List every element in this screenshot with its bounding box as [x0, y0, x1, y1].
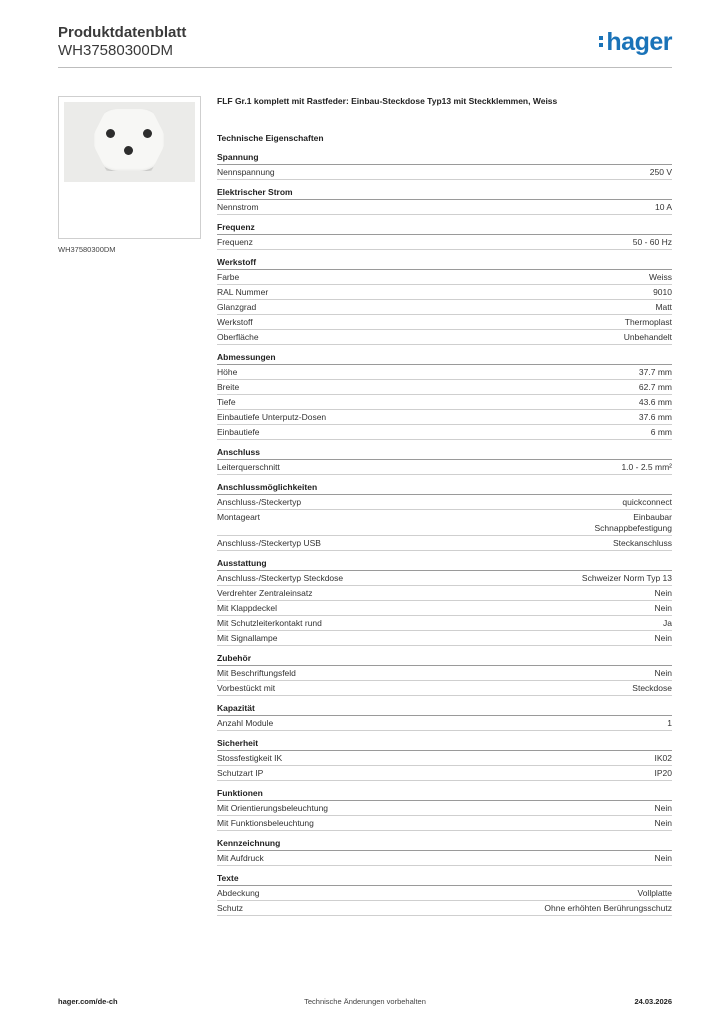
socket-hole-left — [106, 129, 115, 138]
spec-value: quickconnect — [622, 497, 672, 507]
spec-group — [217, 703, 672, 731]
spec-label: Leiterquerschnitt — [217, 462, 280, 472]
spec-value: Nein — [654, 633, 672, 643]
spec-value: Unbehandelt — [623, 332, 672, 342]
spec-value: Nein — [654, 603, 672, 613]
spec-group-title: Texte — [217, 873, 672, 886]
spec-group-title: Spannung — [217, 152, 672, 165]
spec-group-title: Sicherheit — [217, 738, 672, 751]
product-image — [58, 96, 201, 239]
spec-row — [217, 235, 672, 250]
spec-group-title: Werkstoff — [217, 257, 672, 270]
spec-group — [217, 653, 672, 696]
spec-label: Mit Funktionsbeleuchtung — [217, 818, 314, 828]
spec-row — [217, 901, 672, 916]
spec-value: 1.0 - 2.5 mm² — [621, 462, 672, 472]
spec-value: Nein — [654, 853, 672, 863]
spec-label: Mit Klappdeckel — [217, 603, 278, 613]
spec-group — [217, 482, 672, 551]
spec-label: Nennstrom — [217, 202, 259, 212]
spec-content — [217, 96, 672, 923]
spec-group — [217, 447, 672, 475]
document-title: Produktdatenblatt — [58, 24, 187, 41]
spec-label: Abdeckung — [217, 888, 260, 898]
spec-value: 37.6 mm — [638, 412, 672, 422]
section-title: Technische Eigenschaften — [217, 133, 324, 143]
spec-value: Ohne erhöhten Berührungsschutz — [544, 903, 672, 913]
hager-logo — [599, 29, 672, 55]
spec-value: 62.7 mm — [638, 382, 672, 392]
spec-row — [217, 801, 672, 816]
spec-value: Steckanschluss — [612, 538, 672, 548]
page-header — [58, 24, 672, 60]
spec-row — [217, 571, 672, 586]
spec-row — [217, 270, 672, 285]
spec-label: Frequenz — [217, 237, 253, 247]
spec-label: Farbe — [217, 272, 240, 282]
spec-groups — [217, 152, 672, 916]
spec-label: Einbautiefe Unterputz-Dosen — [217, 412, 327, 422]
spec-label: Glanzgrad — [217, 302, 257, 312]
footer-website-link[interactable]: hager.com/de-ch — [58, 997, 118, 1006]
spec-label: Nennspannung — [217, 167, 275, 177]
spec-group-title: Anschlussmöglichkeiten — [217, 482, 672, 495]
spec-label: Anschluss-/Steckertyp Steckdose — [217, 573, 344, 583]
logo-colon-icon — [599, 33, 603, 50]
spec-row — [217, 330, 672, 345]
spec-group — [217, 187, 672, 215]
spec-group — [217, 352, 672, 440]
spec-group-title: Ausstattung — [217, 558, 672, 571]
spec-group-title: Kennzeichnung — [217, 838, 672, 851]
spec-group-title: Zubehör — [217, 653, 672, 666]
spec-row — [217, 616, 672, 631]
spec-label: Höhe — [217, 367, 238, 377]
spec-row — [217, 410, 672, 425]
spec-row — [217, 816, 672, 831]
product-photo-background — [64, 102, 195, 182]
spec-label: Stossfestigkeit IK — [217, 753, 283, 763]
spec-value: 10 A — [654, 202, 672, 212]
spec-group-title: Funktionen — [217, 788, 672, 801]
spec-row — [217, 365, 672, 380]
spec-row — [217, 200, 672, 215]
spec-row — [217, 681, 672, 696]
spec-row — [217, 300, 672, 315]
spec-row — [217, 165, 672, 180]
spec-row — [217, 766, 672, 781]
spec-row — [217, 601, 672, 616]
spec-label: Mit Beschriftungsfeld — [217, 668, 296, 678]
socket-hole-right — [143, 129, 152, 138]
product-code: WH37580300DM — [58, 42, 174, 59]
header-divider — [58, 67, 672, 68]
spec-group-title: Elektrischer Strom — [217, 187, 672, 200]
spec-row — [217, 510, 672, 536]
spec-label: RAL Nummer — [217, 287, 269, 297]
spec-label: Montageart — [217, 512, 260, 522]
spec-row — [217, 425, 672, 440]
spec-label: Anschluss-/Steckertyp — [217, 497, 302, 507]
spec-label: Vorbestückt mit — [217, 683, 276, 693]
spec-value: Vollplatte — [637, 888, 672, 898]
spec-row — [217, 751, 672, 766]
spec-value: 37.7 mm — [638, 367, 672, 377]
spec-label: Mit Signallampe — [217, 633, 278, 643]
spec-group — [217, 257, 672, 345]
product-description: FLF Gr.1 komplett mit Rastfeder: Einbau-Steckdose Typ13 mit Steckklemmen, Weiss — [217, 96, 558, 106]
spec-group — [217, 558, 672, 646]
spec-row — [217, 460, 672, 475]
spec-value: Thermoplast — [624, 317, 672, 327]
spec-label: Schutzart IP — [217, 768, 264, 778]
spec-label: Werkstoff — [217, 317, 253, 327]
spec-group-title: Abmessungen — [217, 352, 672, 365]
spec-group-title: Anschluss — [217, 447, 672, 460]
spec-value: Einbaubar Schnappbefestigung — [594, 512, 672, 533]
spec-row — [217, 586, 672, 601]
spec-label: Einbautiefe — [217, 427, 260, 437]
spec-value: Nein — [654, 588, 672, 598]
spec-group — [217, 152, 672, 180]
spec-label: Mit Aufdruck — [217, 853, 264, 863]
spec-label: Verdrehter Zentraleinsatz — [217, 588, 313, 598]
spec-label: Mit Orientierungsbeleuchtung — [217, 803, 329, 813]
spec-value: Ja — [663, 618, 672, 628]
spec-value: Steckdose — [632, 683, 672, 693]
spec-row — [217, 285, 672, 300]
spec-label: Breite — [217, 382, 240, 392]
spec-value: 250 V — [649, 167, 672, 177]
spec-value: IK02 — [654, 753, 672, 763]
spec-row — [217, 851, 672, 866]
spec-value: Nein — [654, 803, 672, 813]
spec-row — [217, 380, 672, 395]
spec-group — [217, 738, 672, 781]
spec-value: IP20 — [654, 768, 672, 778]
spec-label: Anschluss-/Steckertyp USB — [217, 538, 321, 548]
image-caption: WH37580300DM — [58, 245, 116, 254]
spec-row — [217, 395, 672, 410]
logo-text: hager — [606, 28, 672, 56]
spec-value: Matt — [655, 302, 672, 312]
spec-value: Nein — [654, 668, 672, 678]
spec-group — [217, 873, 672, 916]
spec-value: 6 mm — [650, 427, 672, 437]
spec-group — [217, 222, 672, 250]
spec-label: Oberfläche — [217, 332, 259, 342]
spec-value: Schweizer Norm Typ 13 — [581, 573, 672, 583]
spec-label: Mit Schutzleiterkontakt rund — [217, 618, 322, 628]
spec-label: Schutz — [217, 903, 243, 913]
spec-value: 9010 — [653, 287, 672, 297]
spec-row — [217, 495, 672, 510]
footer-date: 24.03.2026 — [634, 997, 672, 1006]
spec-row — [217, 315, 672, 330]
spec-group — [217, 838, 672, 866]
spec-row — [217, 536, 672, 551]
spec-value: 43.6 mm — [638, 397, 672, 407]
spec-label: Tiefe — [217, 397, 236, 407]
socket-icon — [94, 109, 164, 171]
spec-row — [217, 716, 672, 731]
socket-hole-earth — [124, 146, 133, 155]
spec-value: Nein — [654, 818, 672, 828]
footer-note: Technische Änderungen vorbehalten — [304, 997, 426, 1006]
spec-label: Anzahl Module — [217, 718, 274, 728]
spec-value: Weiss — [649, 272, 672, 282]
spec-value: 1 — [667, 718, 672, 728]
spec-row — [217, 666, 672, 681]
spec-row — [217, 631, 672, 646]
spec-value: 50 - 60 Hz — [632, 237, 672, 247]
spec-group-title: Frequenz — [217, 222, 672, 235]
spec-group — [217, 788, 672, 831]
spec-group-title: Kapazität — [217, 703, 672, 716]
spec-row — [217, 886, 672, 901]
